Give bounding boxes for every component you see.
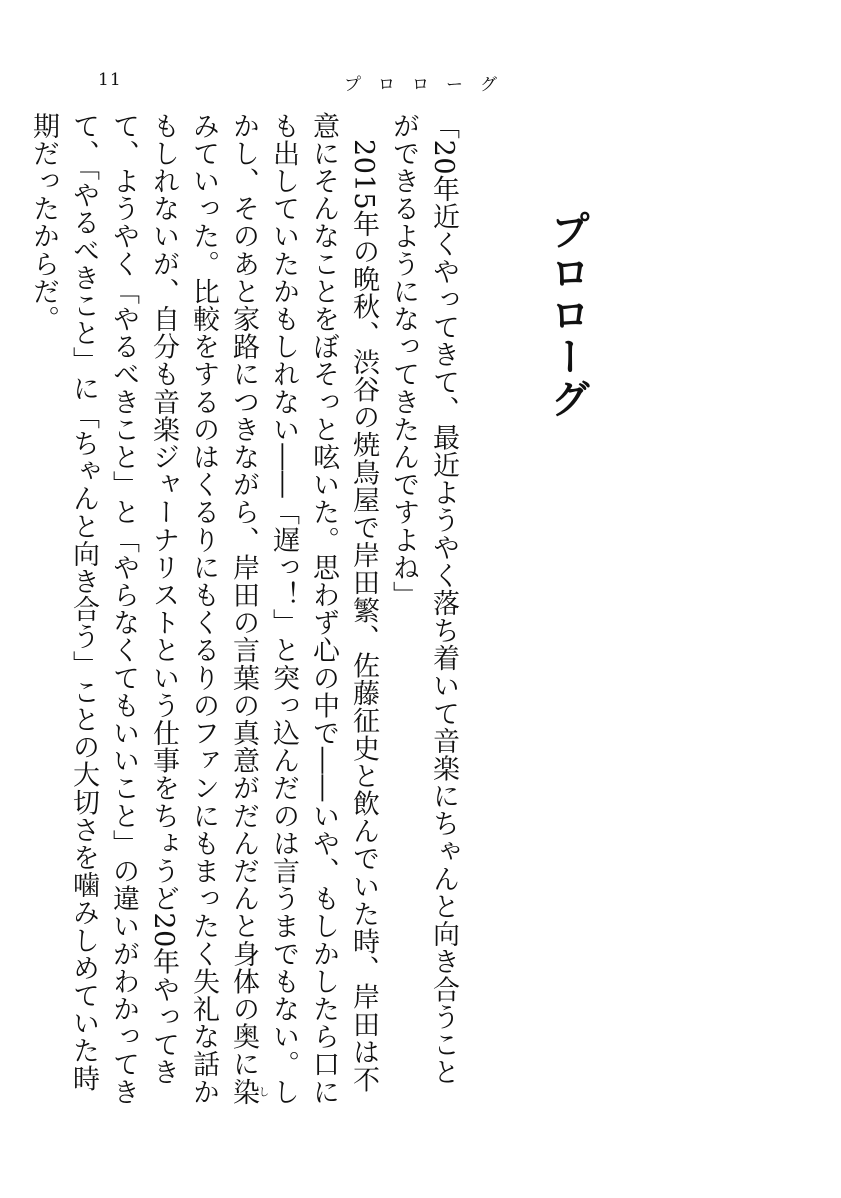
paragraph-2 [23,112,383,1112]
body-text [23,112,463,1112]
paragraph-2-part-b: みていった。比較をするのはくるりにもくるりのファンにもまったく失礼な話かもしれないが、自分も音楽ジャーナリストという仕事をちょうど20年やってきて、ようやく「やるべきこと」と「やらなくてもいいこと」の違いがわかってきて、「やるべきこと」に「ちゃんと向き合う」ことの大切さを噛みしめていた時期だったからだ。 [28,112,219,1106]
ruby-base: 染 [228,1078,259,1106]
furigana-ruby [228,1078,270,1106]
paragraph-1: 「20年近くやってきて、最近ようやく落ち着いて音楽にちゃんと向き合うことができるようになってきたんですよね」 [388,112,459,1086]
page-number: 11 [98,70,122,90]
ruby-text: し [257,1078,270,1106]
chapter-title: プロローグ [544,210,590,420]
paragraph-2-part-a: 2015年の晩秋、渋谷の焼鳥屋で岸田繁、佐藤征史と飲んでいた時、岸田は不意にそんなことをぼそっと呟いた。思わず心の中で――いや、もしかしたら口にも出していたかもしれない――「遅っ！」と突っ込んだのは言うまでもない。しかし、そのあと家路につきながら、岸田の言葉の真意がだんだんと身体の奥に [228,112,379,1106]
running-head: プロローグ [344,75,514,95]
